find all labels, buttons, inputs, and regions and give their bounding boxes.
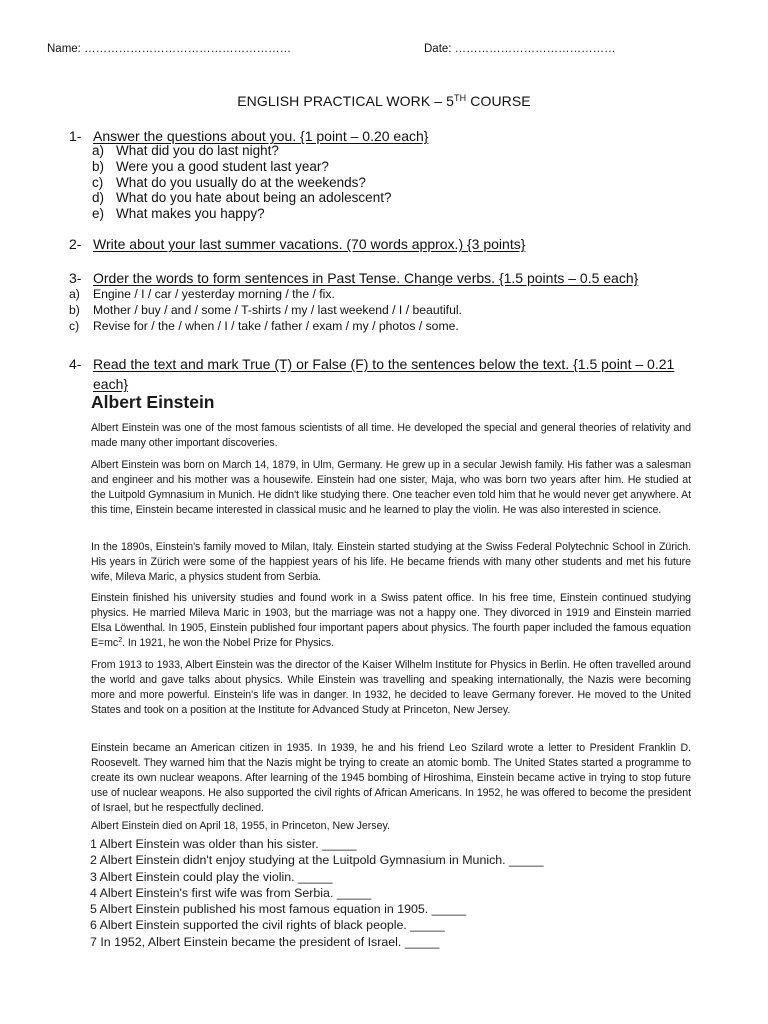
- equation-superscript: 2: [118, 637, 123, 644]
- item-letter: c): [69, 319, 80, 333]
- item-letter: e): [92, 206, 105, 222]
- paragraph-text: Einstein finished his university studies and found work in a Swiss patent office. In his free time, Einstein continued studying physics. He married Mileva Maric in 1903, but the marriage was not a happy one. They divorced in 1919 and Einstein married Elsa Löwenthal. In 1905, Einstein published four important papers about physics. The fourth paper included the famous equation E=mc: [91, 592, 691, 649]
- item-letter: b): [92, 158, 105, 174]
- section-heading: Order the words to form sentences in Past Tense. Change verbs. {1.5 points – 0.5 each}: [93, 270, 639, 286]
- article-paragraph: Albert Einstein was born on March 14, 1879, in Ulm, Germany. He grew up in a secular Jewish family. His father was a salesman and engineer and his mother was a housewife. Einstein had one sister, Maja, who was born two years after him. He studied at the Luitpold Gymnasium in Munich. He didn't like studying there. One teacher even told him that he would never get anywhere. At this time, Einstein became interested in classical music and he learned to play the violin. He was also interested in science.: [91, 459, 691, 516]
- section-heading: Write about your last summer vacations. (70 words approx.) {3 points}: [93, 236, 526, 252]
- item-text: What do you usually do at the weekends?: [116, 174, 366, 190]
- article-paragraph: [91, 591, 691, 651]
- list-item: 4 Albert Einstein's first wife was from Serbia. _____: [90, 885, 372, 900]
- title-tail: COURSE: [466, 93, 531, 109]
- list-item: 6 Albert Einstein supported the civil rights of black people. _____: [90, 918, 445, 933]
- item-letter: d): [92, 190, 105, 206]
- item-text: Engine / I / car / yesterday morning / the / fix.: [93, 287, 335, 301]
- article-paragraph: In the 1890s, Einstein's family moved to Milan, Italy. Einstein started studying at the Swiss Federal Polytechnic School in Zürich. His years in Zürich were some of the happiest years of his life. He became friends with many other students and met his future wife, Mileva Maric, a physics student from Serbia.: [91, 541, 691, 583]
- item-letter: c): [92, 174, 104, 190]
- article-paragraph: From 1913 to 1933, Albert Einstein was the director of the Kaiser Wilhelm Institute for Physics in Berlin. He often travelled around the world and gave talks about physics. While Einstein was travelling and speaking internationally, the Nazis were becoming more and more powerful. Einstein's life was in danger. In 1932, he decided to leave Germany forever. He moved to the United States and took on a position at the Institute for Advanced Study at Princeton, New Jersey.: [91, 659, 691, 716]
- item-text: Were you a good student last year?: [116, 158, 329, 174]
- item-text: What do you hate about being an adolescent?: [116, 190, 392, 206]
- article-closing-line: Albert Einstein died on April 18, 1955, in Princeton, New Jersey.: [91, 820, 390, 832]
- title-main: ENGLISH PRACTICAL WORK – 5: [237, 93, 455, 109]
- section-number: 2-: [69, 236, 82, 252]
- section-number: 3-: [69, 270, 82, 286]
- article-paragraph: Einstein became an American citizen in 1935. In 1939, he and his friend Leo Szilard wrote a letter to President Franklin D. Roosevelt. They warned him that the Nazis might be trying to create an atomic bomb. The United States started a programme to create its own nuclear weapons. After learning of the 1945 bombing of Hiroshima, Einstein became active in trying to stop future use of nuclear weapons. He also supported the civil rights of African Americans. In 1952, he was offered to become the president of Israel, but he respectfully declined.: [91, 742, 691, 814]
- date-field: Date: ……………………………………: [424, 43, 616, 55]
- item-text: Mother / buy / and / some / T-shirts / my / last weekend / I / beautiful.: [93, 303, 462, 317]
- item-letter: a): [69, 287, 80, 301]
- title-superscript: TH: [454, 93, 467, 103]
- list-item: 2 Albert Einstein didn't enjoy studying at the Luitpold Gymnasium in Munich. _____: [90, 853, 544, 868]
- item-text: What makes you happy?: [116, 206, 265, 222]
- section-heading: Read the text and mark True (T) or False (F) to the sentences below the text. {1.5 point – 0.21 each}: [93, 356, 675, 392]
- list-item: 3 Albert Einstein could play the violin. _____: [90, 869, 333, 884]
- item-text: What did you do last night?: [116, 143, 279, 158]
- item-letter: a): [92, 143, 105, 158]
- item-letter: b): [69, 303, 80, 317]
- section-heading: Answer the questions about you. {1 point – 0.20 each}: [93, 128, 429, 144]
- list-item: 7 In 1952, Albert Einstein became the president of Israel. _____: [90, 934, 440, 949]
- list-item: 5 Albert Einstein published his most famous equation in 1905. _____: [90, 902, 467, 917]
- page-title: [0, 93, 768, 109]
- true-false-statements: [90, 836, 544, 950]
- list-item: 1 Albert Einstein was older than his sister. _____: [90, 837, 357, 851]
- article-title: Albert Einstein: [91, 392, 215, 412]
- section-number: 1-: [69, 128, 82, 144]
- paragraph-tail: . In 1921, he won the Nobel Prize for Physics.: [122, 637, 335, 649]
- section-number: 4-: [69, 356, 82, 372]
- name-field: Name: ………………………………………………: [47, 43, 292, 55]
- item-text: Revise for / the / when / I / take / father / exam / my / photos / some.: [93, 319, 459, 333]
- article-paragraph: Albert Einstein was one of the most famous scientists of all time. He developed the special and general theories of relativity and made many other important discoveries.: [91, 422, 691, 449]
